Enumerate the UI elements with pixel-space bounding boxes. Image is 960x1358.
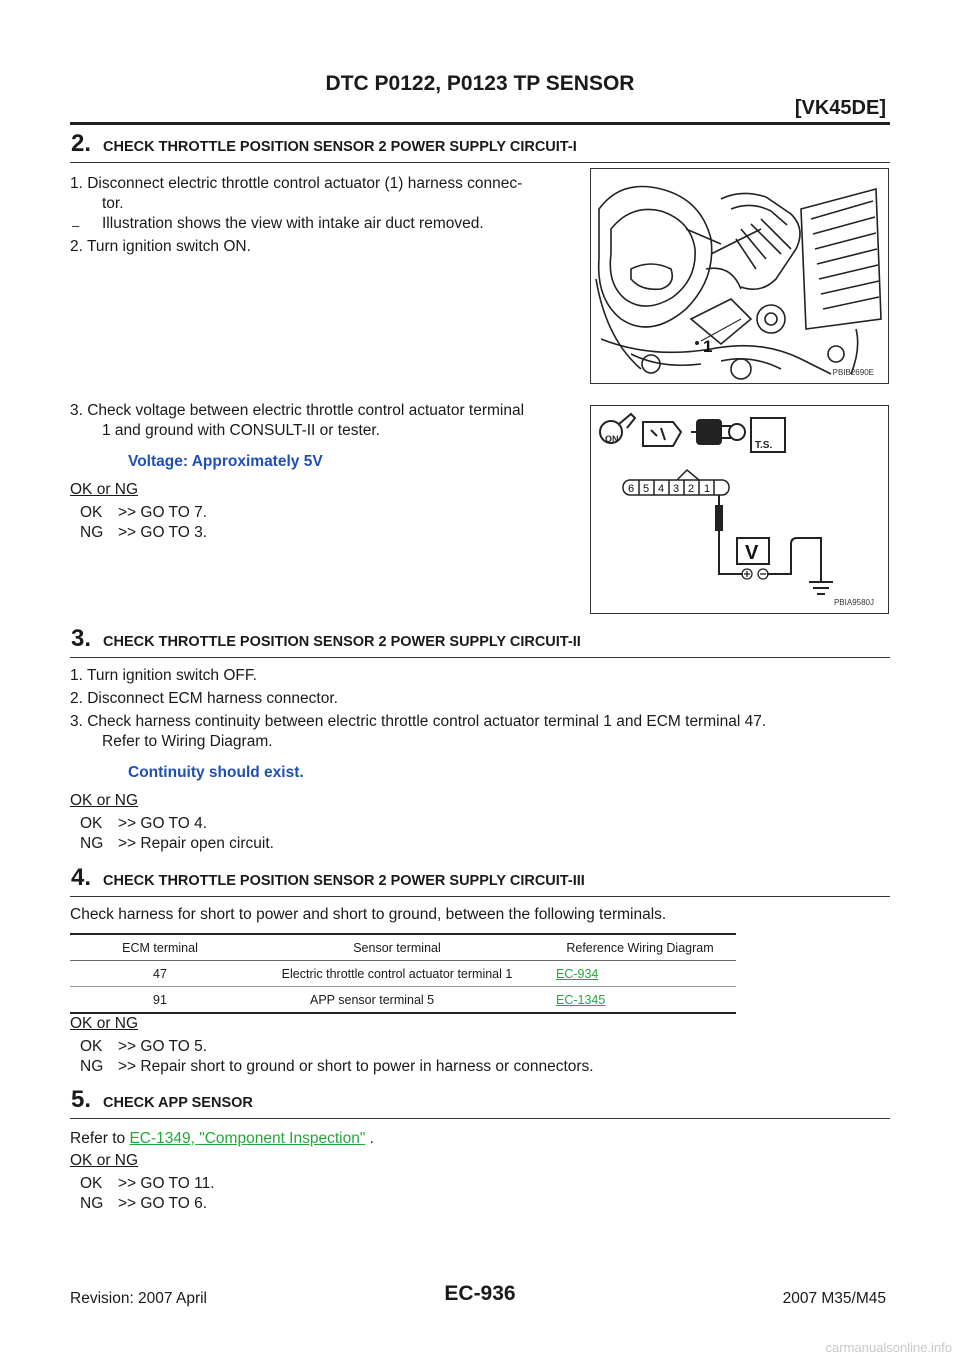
voltage-check-diagram: [590, 405, 889, 614]
engine-model: [VK45DE]: [794, 97, 886, 119]
ignition-on-label: ON: [605, 434, 619, 444]
result-ng: [80, 1057, 594, 1077]
page-number: EC-936: [444, 1282, 516, 1305]
step-3-item-3-cont: Refer to Wiring Diagram.: [102, 733, 273, 750]
voltage-spec: Voltage: Approximately 5V: [128, 453, 323, 470]
table-cell-link-cell: [544, 961, 736, 987]
result-ok: [80, 503, 207, 523]
result-ng: [80, 1194, 207, 1214]
step-2-heading: [70, 132, 890, 163]
pin-label: 2: [688, 483, 695, 495]
result-key: OK: [80, 504, 103, 521]
step-4-heading: [70, 866, 890, 897]
step-3-item-2: 2. Disconnect ECM harness connector.: [70, 690, 338, 707]
result-value: >> GO TO 3.: [118, 524, 208, 541]
ok-or-ng-label: OK or NG: [70, 481, 139, 498]
step-number: 4.: [71, 864, 92, 891]
table-header: Reference Wiring Diagram: [544, 934, 736, 961]
wiring-diagram-link[interactable]: EC-1345: [556, 992, 606, 1007]
result-key: NG: [80, 1058, 104, 1075]
step-2-note: Illustration shows the view with intake air duct removed.: [102, 215, 484, 232]
figure-code: PBIA9580J: [833, 598, 874, 607]
step-2-item-1-cont: tor.: [102, 195, 124, 212]
engine-bay-drawing: [591, 169, 888, 383]
ts-label: T.S.: [755, 440, 773, 451]
step-title: CHECK THROTTLE POSITION SENSOR 2 POWER SUPPLY CIRCUIT-III: [103, 873, 585, 889]
table-header-row: [70, 934, 736, 961]
result-ok: [80, 1174, 215, 1194]
table-cell: APP sensor terminal 5: [250, 987, 544, 1014]
step-3-item-1: 1. Turn ignition switch OFF.: [70, 667, 257, 684]
step-5-heading: [70, 1088, 890, 1119]
terminal-table: [70, 933, 736, 1014]
result-key: OK: [80, 1038, 103, 1055]
step-4-text: Check harness for short to power and short to ground, between the following terminals.: [70, 906, 667, 923]
voltmeter-label: V: [745, 542, 759, 564]
table-row: [70, 961, 736, 987]
step-title: CHECK THROTTLE POSITION SENSOR 2 POWER SUPPLY CIRCUIT-I: [103, 139, 577, 155]
table-header: Sensor terminal: [250, 934, 544, 961]
step-number: 2.: [71, 130, 92, 157]
engine-bay-illustration: [590, 168, 889, 384]
ok-or-ng-label: OK or NG: [70, 1015, 139, 1032]
result-ok: [80, 1037, 207, 1057]
pin-label: 5: [643, 483, 650, 495]
watermark: carmanualsonline.info: [825, 1340, 952, 1355]
result-value: >> GO TO 6.: [118, 1195, 208, 1212]
component-inspection-link[interactable]: EC-1349, "Component Inspection": [129, 1130, 366, 1147]
result-key: OK: [80, 1175, 103, 1192]
step-number: 3.: [71, 625, 92, 652]
table-row: [70, 987, 736, 1014]
step-2-item-2: 2. Turn ignition switch ON.: [70, 238, 251, 255]
step-title: CHECK THROTTLE POSITION SENSOR 2 POWER SUPPLY CIRCUIT-II: [103, 634, 581, 650]
reference-suffix: .: [365, 1130, 374, 1147]
result-ng: [80, 523, 207, 543]
result-key: OK: [80, 815, 103, 832]
revision-date: Revision: 2007 April: [70, 1290, 207, 1307]
step-2-item-3: 3. Check voltage between electric throttle control actuator terminal: [70, 402, 525, 419]
pin-label: 3: [673, 483, 680, 495]
table-cell: 91: [70, 987, 250, 1014]
result-value: >> Repair open circuit.: [118, 835, 274, 852]
result-value: >> GO TO 7.: [118, 504, 208, 521]
step-title: CHECK APP SENSOR: [103, 1095, 253, 1111]
dash-bullet: –: [72, 218, 80, 233]
voltage-check-drawing: [591, 406, 888, 613]
table-cell: Electric throttle control actuator terminal 1: [250, 961, 544, 987]
ok-or-ng-label: OK or NG: [70, 792, 139, 809]
pin-label: 1: [704, 483, 711, 495]
ok-or-ng-label: OK or NG: [70, 1152, 139, 1169]
pin-label: 4: [658, 483, 665, 495]
page-title: DTC P0122, P0123 TP SENSOR: [325, 72, 635, 95]
result-value: >> GO TO 4.: [118, 815, 208, 832]
header-divider: [70, 122, 890, 125]
table-header: ECM terminal: [70, 934, 250, 961]
figure-code: PBIB2690E: [832, 368, 874, 377]
reference-prefix: Refer to: [70, 1130, 130, 1147]
result-value: >> GO TO 5.: [118, 1038, 208, 1055]
result-key: NG: [80, 1195, 104, 1212]
step-number: 5.: [71, 1086, 92, 1113]
step-3-heading: [70, 627, 890, 658]
result-key: NG: [80, 835, 104, 852]
table-cell-link-cell: [544, 987, 736, 1014]
result-value: >> Repair short to ground or short to power in harness or connectors.: [118, 1058, 594, 1075]
step-2-item-3-cont: 1 and ground with CONSULT-II or tester.: [102, 422, 380, 439]
step-3-item-3: 3. Check harness continuity between electric throttle control actuator terminal 1 and ECM terminal 47.: [70, 713, 767, 730]
callout-number: 1: [703, 337, 713, 356]
step-2-item-1: 1. Disconnect electric throttle control actuator (1) harness connec-: [70, 175, 523, 192]
step-5-reference: [70, 1129, 374, 1149]
result-ng: [80, 834, 274, 854]
result-value: >> GO TO 11.: [118, 1175, 215, 1192]
pin-label: 6: [628, 483, 635, 495]
result-key: NG: [80, 524, 104, 541]
vehicle-model: 2007 M35/M45: [782, 1290, 886, 1307]
result-ok: [80, 814, 207, 834]
table-cell: 47: [70, 961, 250, 987]
wiring-diagram-link[interactable]: EC-934: [556, 966, 599, 981]
continuity-spec: Continuity should exist.: [128, 764, 304, 781]
